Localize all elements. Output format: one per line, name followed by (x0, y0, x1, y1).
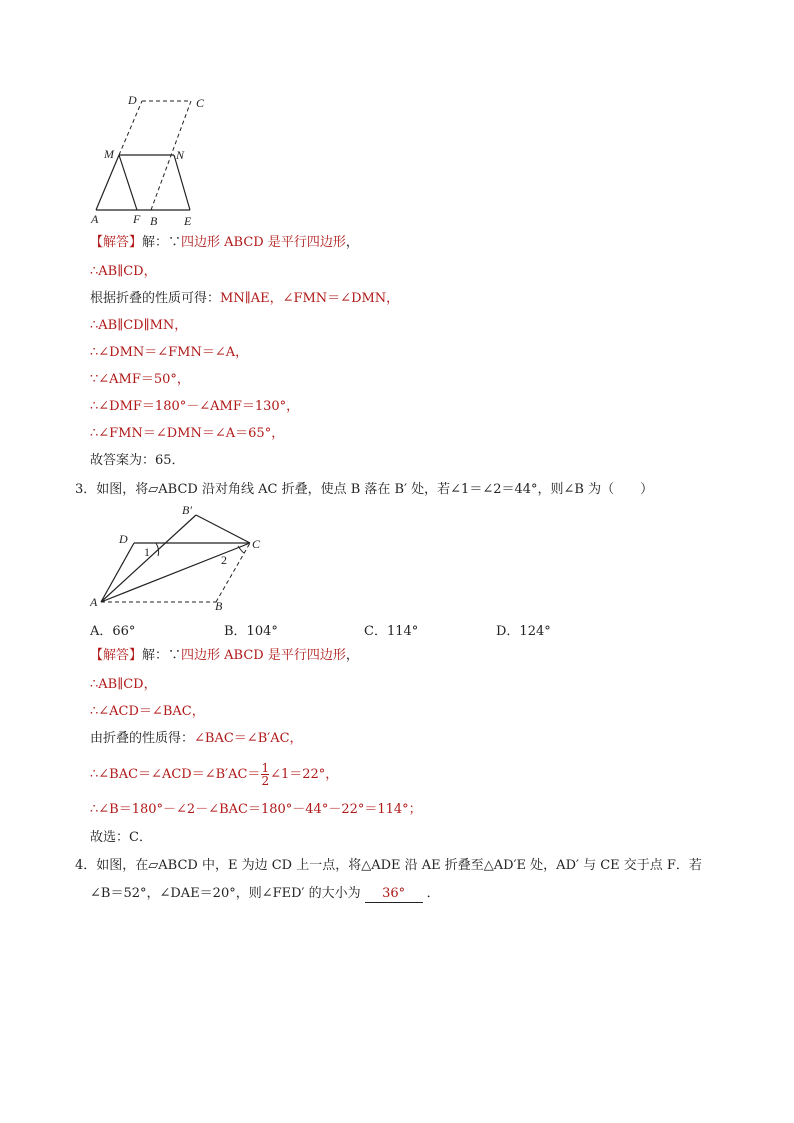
sol3-line-7: 故选：C． (90, 830, 152, 845)
question-text: 如图，将▱ABCD 沿对角线 AC 折叠，使点 B 落在 B′ 处，若∠1＝∠2＝44°，则∠B 为（ ） (96, 482, 654, 497)
label-C: C (196, 96, 205, 110)
sol2-line-3: 根据折叠的性质可得：MN∥AE，∠FMN＝∠DMN， (90, 291, 400, 306)
option-c[interactable]: C．114° (364, 624, 419, 639)
angle-label-2: 2 (221, 553, 227, 567)
label-D: D (128, 93, 137, 107)
question-4-line-2: ∠B＝52°，∠DAE＝20°，则∠FED′ 的大小为 36° ． (90, 886, 440, 901)
sol2-line-6: ∵∠AMF＝50°， (90, 372, 190, 387)
question-3 (75, 480, 653, 500)
sol3-line-4: 由折叠的性质得：∠BAC＝∠B′AC， (90, 731, 303, 746)
angle-label-1: 1 (144, 545, 150, 559)
sol2-line-4: ∴AB∥CD∥MN， (90, 318, 188, 333)
label-E: E (184, 214, 192, 228)
sol2-line-2: ∴AB∥CD， (90, 264, 157, 279)
label-A: A (91, 212, 99, 226)
label-F: F (133, 212, 141, 226)
sol2-line-9: 故答案为：65． (90, 453, 185, 468)
sol3-line-3: ∴∠ACD＝∠BAC， (90, 704, 205, 719)
answer-tag: 【解答】 (90, 235, 143, 250)
option-b[interactable]: B．104° (224, 624, 278, 639)
sol3-line-5: ∴∠BAC＝∠ACD＝∠B′AC＝ $\frac{1}{2}$ ∠1＝22°， (90, 761, 339, 788)
label-D: D (119, 532, 128, 546)
answer-blank: 36° (365, 886, 423, 903)
sol2-line-1: 【解答】解：∵四边形 ABCD 是平行四边形， (90, 235, 359, 250)
answer-tag: 【解答】 (90, 648, 143, 663)
label-C: C (252, 537, 261, 551)
figure-fold-parallelogram-3 (86, 500, 276, 616)
sol3-line-1: 【解答】解：∵四边形 ABCD 是平行四边形， (90, 648, 359, 663)
label-B: B (215, 599, 223, 613)
option-a[interactable]: A．66° (90, 624, 136, 639)
sol3-line-6: ∴∠B＝180°－∠2－∠BAC＝180°－44°－22°＝114°； (90, 802, 422, 817)
option-d[interactable]: D．124° (496, 624, 551, 639)
label-A: A (90, 595, 98, 609)
sol2-line-7: ∴∠DMF＝180°－∠AMF＝130°， (90, 399, 300, 414)
question-4-line-1: 4．如图，在▱ABCD 中，E 为边 CD 上一点，将△ADE 沿 AE 折叠至△AD′E 处，AD′ 与 CE 交于点 F．若 (75, 858, 702, 873)
label-M: M (104, 147, 114, 161)
sol2-line-5: ∴∠DMN＝∠FMN＝∠A， (90, 345, 249, 360)
label-B-prime: B′ (182, 503, 192, 517)
question-number: 4． (75, 858, 97, 873)
figure-fold-parallelogram-1 (86, 90, 216, 230)
sol3-line-2: ∴AB∥CD， (90, 677, 157, 692)
sol2-line-8: ∴∠FMN＝∠DMN＝∠A＝65°， (90, 426, 285, 441)
label-N: N (176, 148, 185, 162)
fraction-one-half: $\frac{1}{2}$ (261, 761, 270, 788)
question-number: 3． (75, 482, 97, 497)
label-B: B (150, 214, 158, 228)
